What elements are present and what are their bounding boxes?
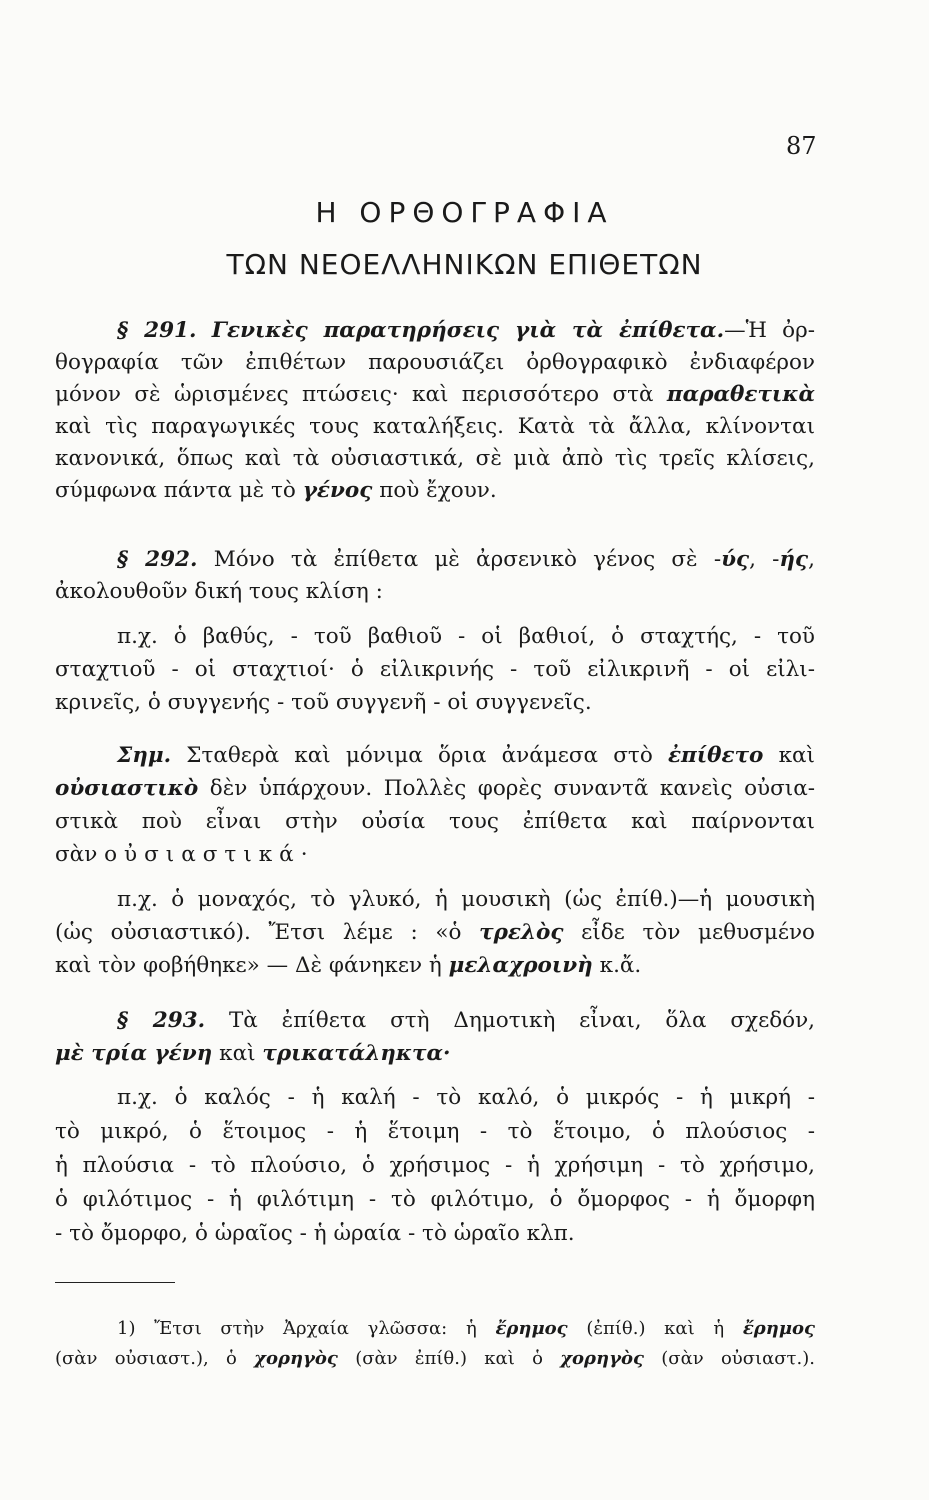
- emphasis: χορηγὸς: [254, 1348, 338, 1369]
- text: (ὡς οὐσιαστικό). Ἔτσι λέμε : «ὁ: [55, 920, 462, 945]
- section-293-line-5: ἡ πλούσια - τὸ πλούσιο, ὁ χρήσιμος - ἡ χρήσιμη - τὸ χρήσιμο,: [55, 1153, 815, 1178]
- note-line-2: [55, 774, 815, 804]
- title-line-1: Η ΟΡΘΟΓΡΑΦΙΑ: [315, 196, 614, 229]
- emphasis: μελαχροινὴ: [448, 953, 593, 978]
- section-293-line-7: - τὸ ὄμορφο, ὁ ὡραῖος - ἡ ὡραία - τὸ ὡραῖο κλπ.: [55, 1221, 575, 1246]
- ending: ής: [779, 547, 809, 572]
- emphasis: ἔρημος: [742, 1318, 815, 1339]
- section-292-line-1: [55, 545, 815, 575]
- section-291-line-2: θογραφία τῶν ἐπιθέτων παρουσιάζει ὀρθογραφικὸ ἐνδιαφέρον: [55, 350, 815, 375]
- section-293-line-3: π.χ. ὁ καλός - ἡ καλή - τὸ καλό, ὁ μικρός - ἡ μικρή -: [117, 1085, 815, 1110]
- note-line-5: π.χ. ὁ μοναχός, τὸ γλυκό, ἡ μουσικὴ (ὡς ἐπίθ.)—ἡ μουσικὴ: [117, 887, 815, 912]
- text: Σταθερὰ καὶ μόνιμα ὅρια ἀνάμεσα στὸ: [186, 743, 653, 768]
- text: κ.ἄ.: [599, 953, 642, 978]
- text: καὶ τὸν φοβήθηκε» — Δὲ φάνηκεν ἡ: [55, 953, 442, 978]
- section-291-line-3: [55, 380, 815, 410]
- emphasis: ἔρημος: [495, 1318, 568, 1339]
- section-292-line-5: κρινεῖς, ὁ συγγενής - τοῦ συγγενῆ - οἱ συγγενεῖς.: [55, 690, 592, 715]
- note-line-1: [55, 741, 815, 771]
- page-number: 87: [786, 132, 817, 160]
- section-291-line-1: [55, 316, 815, 346]
- footnote-line-1: [55, 1316, 815, 1342]
- emphasis: ἐπίθετο: [667, 743, 764, 768]
- text: Μόνο τὰ ἐπίθετα μὲ ἀρσενικὸ γένος σὲ -: [213, 547, 722, 572]
- text: καὶ: [219, 1041, 256, 1066]
- text: σὰν: [55, 842, 98, 867]
- section-291-number: § 291.: [117, 318, 197, 343]
- note-line-4: [55, 840, 815, 870]
- section-292-line-4: σταχτιοῦ - οἱ σταχτιοί· ὁ εἰλικρινής - τοῦ εἰλικρινῆ - οἱ εἰλι-: [55, 657, 815, 682]
- note-line-3: στικὰ ποὺ εἶναι στὴν οὐσία τους ἐπίθετα καὶ παίρνονται: [55, 809, 815, 834]
- section-292-line-3: π.χ. ὁ βαθύς, - τοῦ βαθιοῦ - οἱ βαθιοί, ὁ σταχτής, - τοῦ: [117, 624, 815, 649]
- title-line-2: ΤΩΝ ΝΕΟΕΛΛΗΝΙΚΩΝ ΕΠΙΘΕΤΩΝ: [226, 248, 703, 281]
- text: δὲν ὑπάρχουν. Πολλὲς φορὲς συναντᾶ κανεὶς οὐσια-: [209, 776, 815, 801]
- footnote-line-2: [55, 1346, 815, 1372]
- text: ποὺ ἔχουν.: [379, 478, 497, 503]
- section-293-line-6: ὁ φιλότιμος - ἡ φιλότιμη - τὸ φιλότιμο, ὁ ὄμορφος - ἡ ὄμορφη: [55, 1187, 815, 1212]
- section-291-line-5: κανονικά, ὅπως καὶ τὰ οὐσιαστικά, σὲ μιὰ ἀπὸ τὶς τρεῖς κλίσεις,: [55, 446, 815, 471]
- text: , -: [749, 547, 780, 572]
- section-291-text: —Ἡ ὀρ-: [724, 318, 815, 343]
- section-293-number: § 293.: [117, 1008, 206, 1033]
- note-label: Σημ.: [117, 743, 172, 768]
- emphasis: μὲ τρία γένη: [55, 1041, 213, 1066]
- note-line-6: [55, 918, 815, 948]
- emphasis: τρικατάληκτα·: [262, 1041, 451, 1066]
- section-293-line-2: [55, 1039, 815, 1069]
- spaced-word: οὐσιαστικά·: [104, 842, 315, 867]
- text: καὶ: [778, 743, 815, 768]
- emphasis: γένος: [302, 478, 373, 503]
- text: σύμφωνα πάντα μὲ τὸ: [55, 478, 296, 503]
- footnote-rule: [55, 1282, 175, 1283]
- section-291-line-6: [55, 476, 815, 506]
- section-293-line-1: [55, 1006, 815, 1036]
- text: μόνον σὲ ὡρισμένες πτώσεις· καὶ περισσότερο στὰ: [55, 382, 654, 407]
- section-291-line-4: καὶ τὶς παραγωγικές τους καταλήξεις. Κατὰ τὰ ἄλλα, κλίνονται: [55, 414, 815, 439]
- text: (ἐπίθ.) καὶ ἡ: [586, 1318, 725, 1339]
- section-292-line-2: ἀκολουθοῦν δική τους κλίση :: [55, 579, 383, 604]
- text: ,: [808, 547, 815, 572]
- text: (σὰν ἐπίθ.) καὶ ὁ: [355, 1348, 543, 1369]
- ending: ύς: [721, 547, 750, 572]
- text: (σὰν οὐσιαστ.), ὁ: [55, 1348, 237, 1369]
- emphasis: τρελὸς: [479, 920, 564, 945]
- text: 1) Ἔτσι στὴν Ἀρχαία γλῶσσα: ἡ: [117, 1318, 477, 1339]
- text: εἶδε τὸν μεθυσμένο: [581, 920, 815, 945]
- text: (σὰν οὐσιαστ.).: [661, 1348, 815, 1369]
- text: Τὰ ἐπίθετα στὴ Δημοτικὴ εἶναι, ὅλα σχεδόν,: [228, 1008, 815, 1033]
- emphasis: χορηγὸς: [560, 1348, 644, 1369]
- section-291-heading: Γενικὲς παρατηρήσεις γιὰ τὰ ἐπίθετα.: [211, 318, 725, 343]
- note-line-7: [55, 951, 815, 981]
- emphasis: οὐσιαστικὸ: [55, 776, 199, 801]
- section-292-number: § 292.: [117, 547, 198, 572]
- section-293-line-4: τὸ μικρό, ὁ ἕτοιμος - ἡ ἕτοιμη - τὸ ἕτοιμο, ὁ πλούσιος -: [55, 1119, 815, 1144]
- emphasis: παραθετικὰ: [666, 382, 815, 407]
